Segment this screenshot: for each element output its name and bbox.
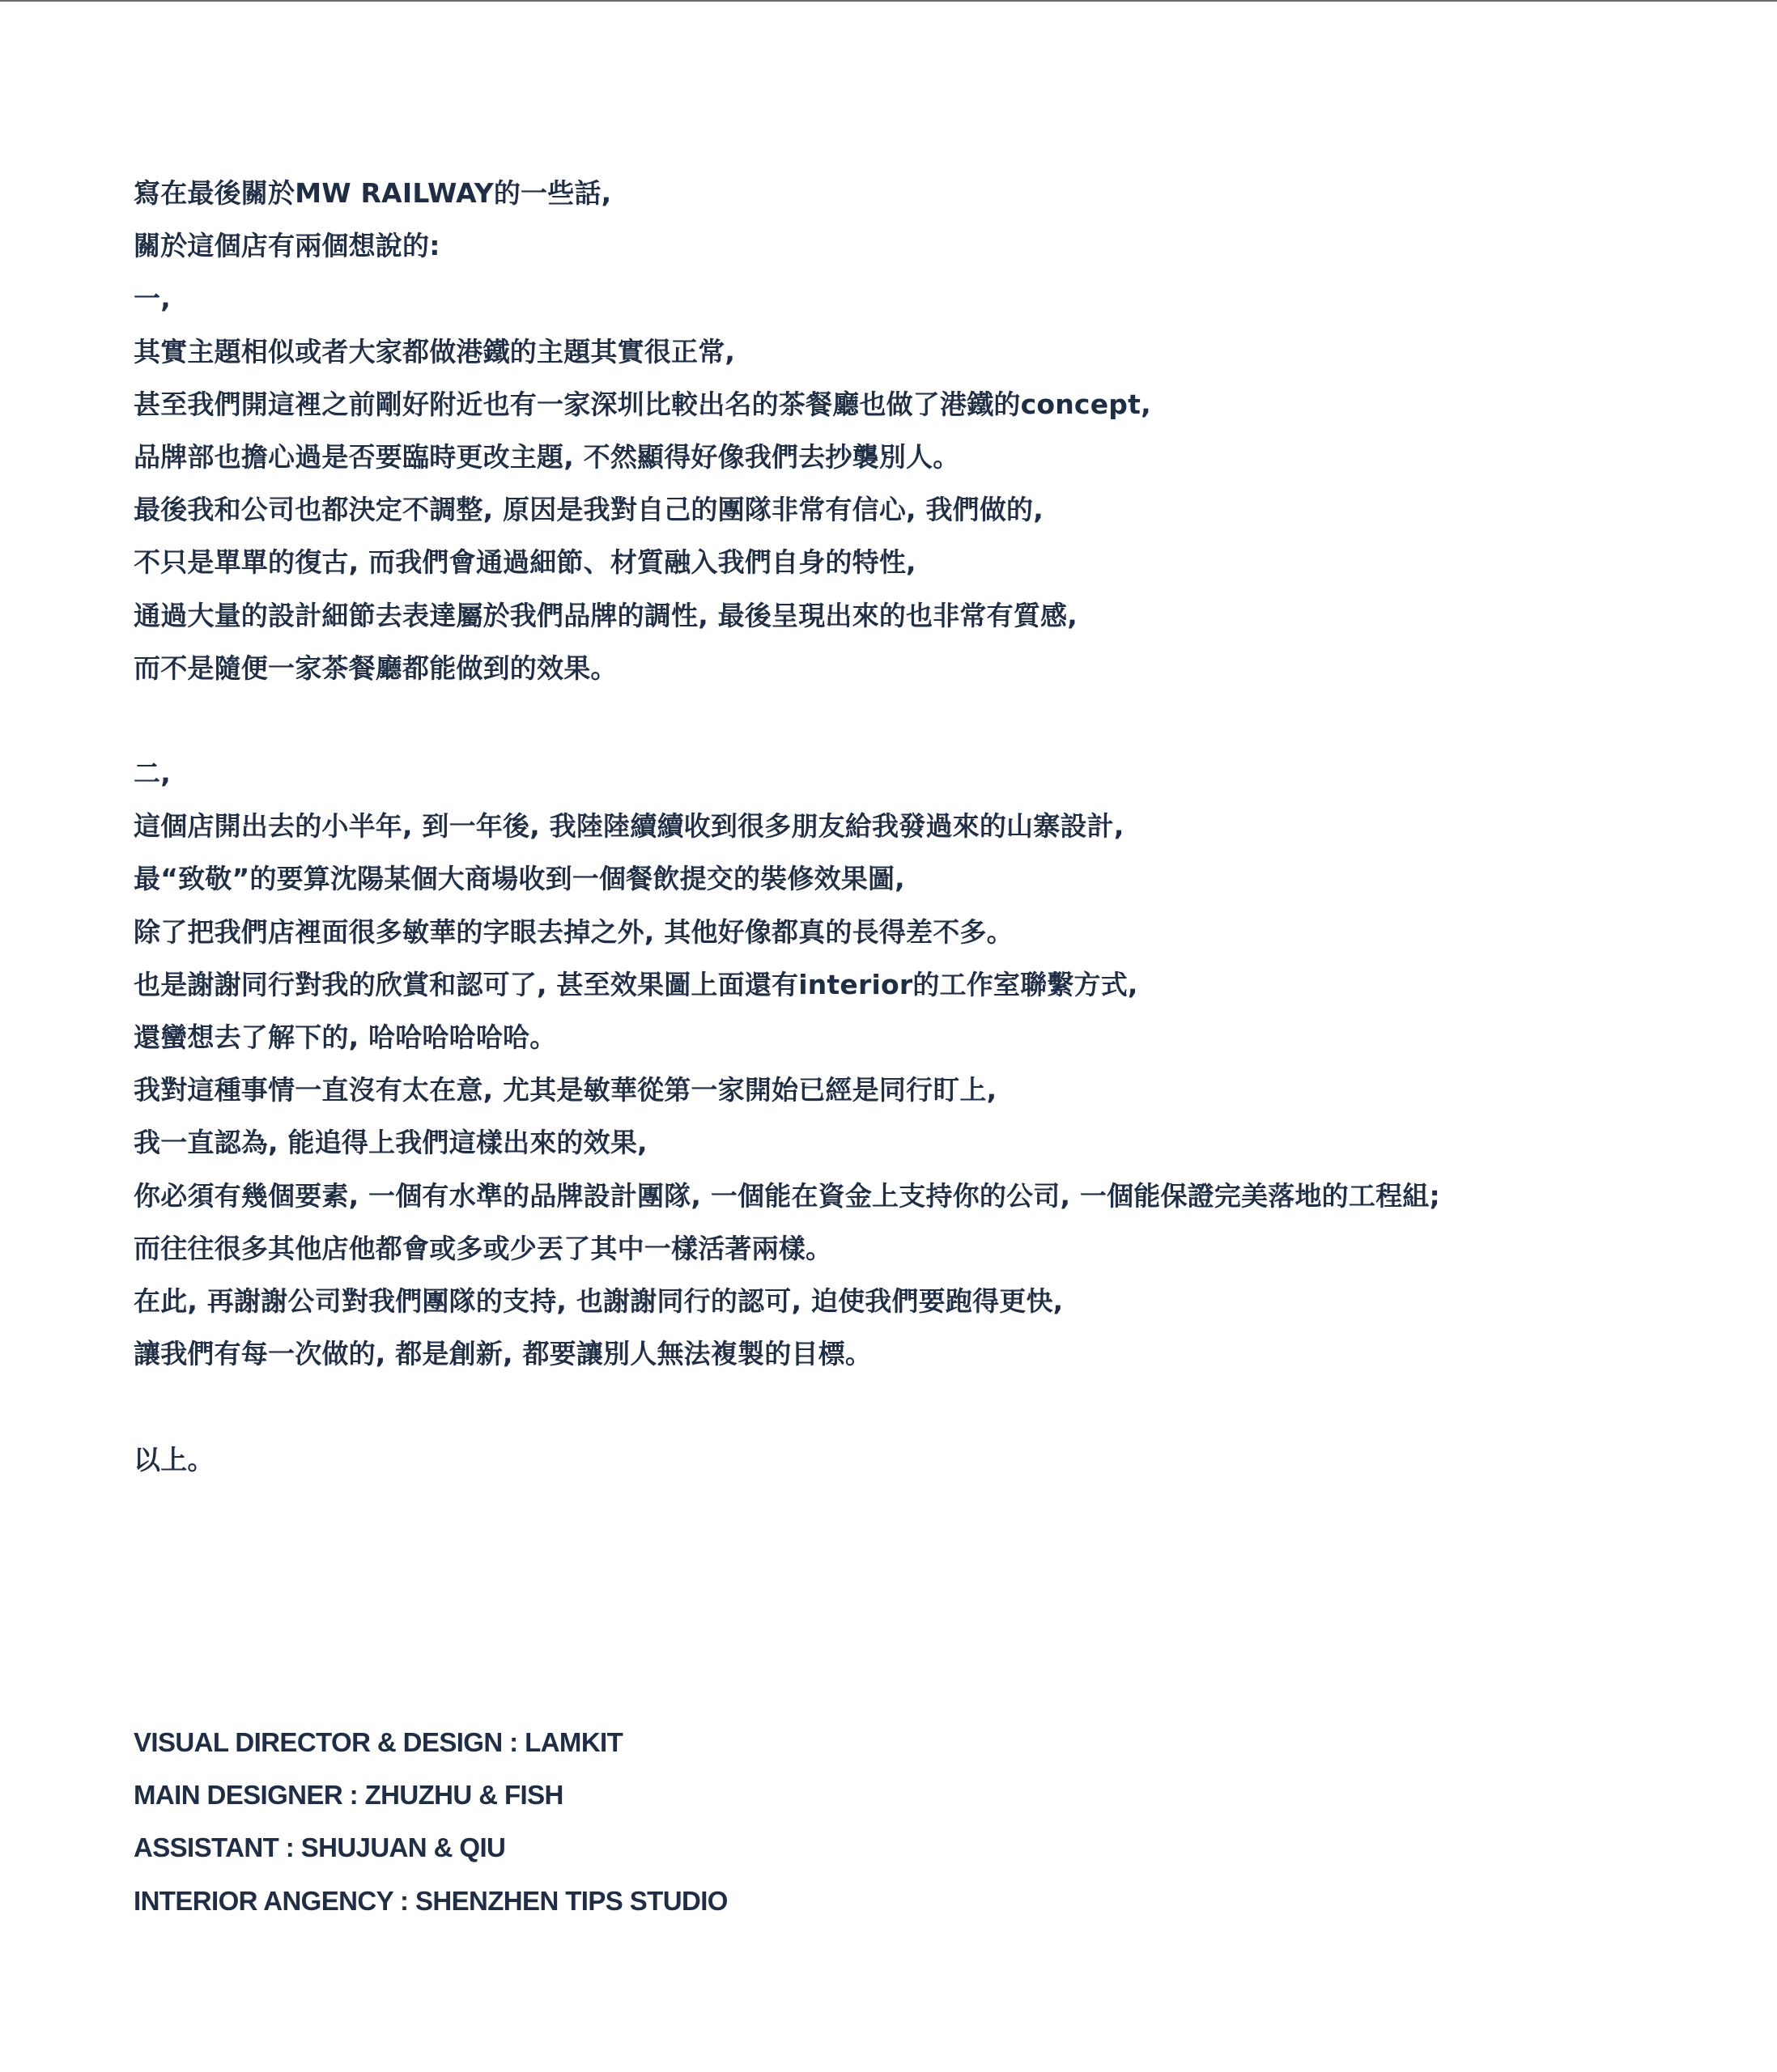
credit-visual-director: VISUAL DIRECTOR & DESIGN : LAMKIT xyxy=(134,1727,623,1757)
article-body xyxy=(134,167,1720,1486)
text-line: 而不是隨便一家茶餐廳都能做到的效果。 xyxy=(134,652,618,684)
credit-interior-agency: INTERIOR ANGENCY : SHENZHEN TIPS STUDIO xyxy=(134,1885,728,1916)
text-line: 在此, 再謝謝公司對我們團隊的支持, 也謝謝同行的認可, 迫使我們要跑得更快, xyxy=(134,1284,1064,1317)
text-line: 你必須有幾個要素, 一個有水準的品牌設計團隊, 一個能在資金上支持你的公司, 一個能保證完美落地的工程組; xyxy=(134,1179,1440,1212)
section-heading-two: 二, xyxy=(134,758,171,790)
text-line: 關於這個店有兩個想說的: xyxy=(134,230,440,262)
credits-block xyxy=(134,1716,1267,1927)
text-line: 通過大量的設計細節去表達屬於我們品牌的調性, 最後呈現出來的也非常有質感, xyxy=(134,599,1078,631)
text-line: 最後我和公司也都決定不調整, 原因是我對自己的團隊非常有信心, 我們做的, xyxy=(134,494,1044,526)
text-line: 不只是單單的復古, 而我們會通過細節、材質融入我們自身的特性, xyxy=(134,546,916,579)
credit-assistant: ASSISTANT : SHUJUAN & QIU xyxy=(134,1832,506,1863)
text-line: 我對這種事情一直沒有太在意, 尤其是敏華從第一家開始已經是同行盯上, xyxy=(134,1074,997,1106)
text-line: 而往往很多其他店他都會或多或少丟了其中一樣活著兩樣。 xyxy=(134,1232,833,1264)
text-line: 除了把我們店裡面很多敏華的字眼去掉之外, 其他好像都真的長得差不多。 xyxy=(134,915,1014,948)
text-line: 也是謝謝同行對我的欣賞和認可了, 甚至效果圖上面還有interior的工作室聯繫方式, xyxy=(134,968,1138,1000)
paragraph-gap xyxy=(134,1380,1720,1433)
text-line: 甚至我們開這裡之前剛好附近也有一家深圳比較出名的茶餐廳也做了港鐵的concept, xyxy=(134,388,1151,420)
text-line: 讓我們有每一次做的, 都是創新, 都要讓別人無法複製的目標。 xyxy=(134,1338,873,1370)
paragraph-gap xyxy=(134,694,1720,747)
text-line: 最“致敬”的要算沈陽某個大商場收到一個餐飲提交的裝修效果圖, xyxy=(134,863,905,895)
text-line: 還蠻想去了解下的, 哈哈哈哈哈哈。 xyxy=(134,1021,557,1053)
text-line: 寫在最後關於MW RAILWAY的一些話, xyxy=(134,177,612,209)
text-line: 我一直認為, 能追得上我們這樣出來的效果, xyxy=(134,1127,648,1159)
text-line: 品牌部也擔心過是否要臨時更改主題, 不然顯得好像我們去抄襲別人。 xyxy=(134,440,960,473)
section-heading-one: 一, xyxy=(134,282,171,315)
text-line: 這個店開出去的小半年, 到一年後, 我陸陸續續收到很多朋友給我發過來的山寨設計, xyxy=(134,810,1124,843)
top-divider xyxy=(0,0,1777,2)
text-line: 其實主題相似或者大家都做港鐵的主題其實很正常, xyxy=(134,335,736,367)
closing-line: 以上。 xyxy=(134,1443,215,1475)
credit-main-designer: MAIN DESIGNER : ZHUZHU & FISH xyxy=(134,1780,563,1811)
